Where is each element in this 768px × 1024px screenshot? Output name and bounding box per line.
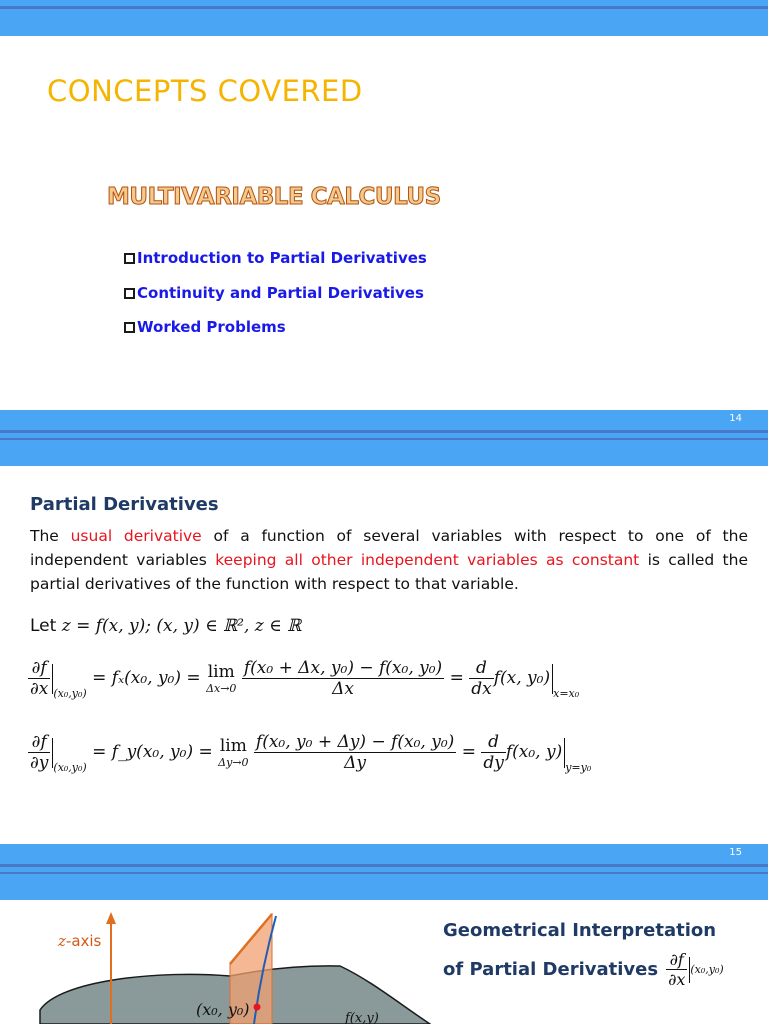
- partial-x-formula: $\frac{\partial f}{\partial x}$ $_{(x_0,y_0)}$ = fₓ(x₀, y₀) = lim Δx→0 $\frac{\text{f(x₀ + Δx, y₀) − f(x₀, y₀)}}{\Delta x}$ = $\frac{d}{dx}$ f(x, $y_0)_{x=x_0}$: [30, 658, 580, 700]
- topic-item: [124, 318, 286, 336]
- highlight-text: keeping all other independent variables as constant: [215, 551, 640, 569]
- slide-geometrical-interpretation: [0, 844, 768, 1024]
- slide-top-band: [0, 0, 768, 36]
- slide-title: Geometrical Interpretation: [443, 920, 717, 941]
- topic-item: [124, 249, 427, 267]
- point-label: (x₀, y₀): [196, 1000, 250, 1019]
- slide-concepts-covered: [0, 0, 768, 410]
- checkbox-bullet-icon: [124, 322, 135, 333]
- topic-heading: MULTIVARIABLE CALCULUS: [107, 184, 441, 210]
- section-heading: Partial Derivatives: [30, 494, 219, 515]
- topic-item: [124, 284, 424, 302]
- definition-paragraph: The usual derivative of a function of several variables with respect to one of the independent variables keeping all other independent variables as constant is called the partial derivatives of the function with respect to that variable.: [30, 527, 748, 593]
- z-axis-label: z-axis: [58, 932, 102, 950]
- point-marker: [254, 1004, 261, 1011]
- page-number: 15: [729, 847, 742, 858]
- checkbox-bullet-icon: [124, 253, 135, 264]
- slide-top-band: [0, 844, 768, 900]
- slide-top-band: [0, 410, 768, 466]
- surface-label: f(x,y): [345, 1011, 379, 1024]
- partial-y-formula: $\frac{\partial f}{\partial y}$ $_{(x_0,y_0)}$ = f_y(x₀, y₀) = lim Δy→0 $\frac{\text{f(x₀, y₀ + Δy) − f(x₀, y₀)}}{\Delta y}$ = $\frac{d}{dy}$ f(x₀, $y)_{y=y_0}$: [30, 732, 592, 774]
- topic-label: Introduction to Partial Derivatives: [137, 249, 427, 267]
- slide-partial-derivatives: [0, 410, 768, 844]
- function-definition: Let z = f(x, y); (x, y) ∈ ℝ², z ∈ ℝ: [30, 616, 302, 636]
- topic-label: Worked Problems: [137, 318, 286, 336]
- topic-label: Continuity and Partial Derivatives: [137, 284, 424, 302]
- slide-title: CONCEPTS COVERED: [47, 74, 363, 108]
- highlight-text: usual derivative: [70, 527, 202, 545]
- checkbox-bullet-icon: [124, 288, 135, 299]
- slide-title-line2: of Partial Derivatives $\frac{\partial f}{\partial x}$ (x₀,y₀): [443, 950, 724, 989]
- page-number: 14: [729, 413, 742, 424]
- z-axis-arrow-icon: [106, 912, 116, 924]
